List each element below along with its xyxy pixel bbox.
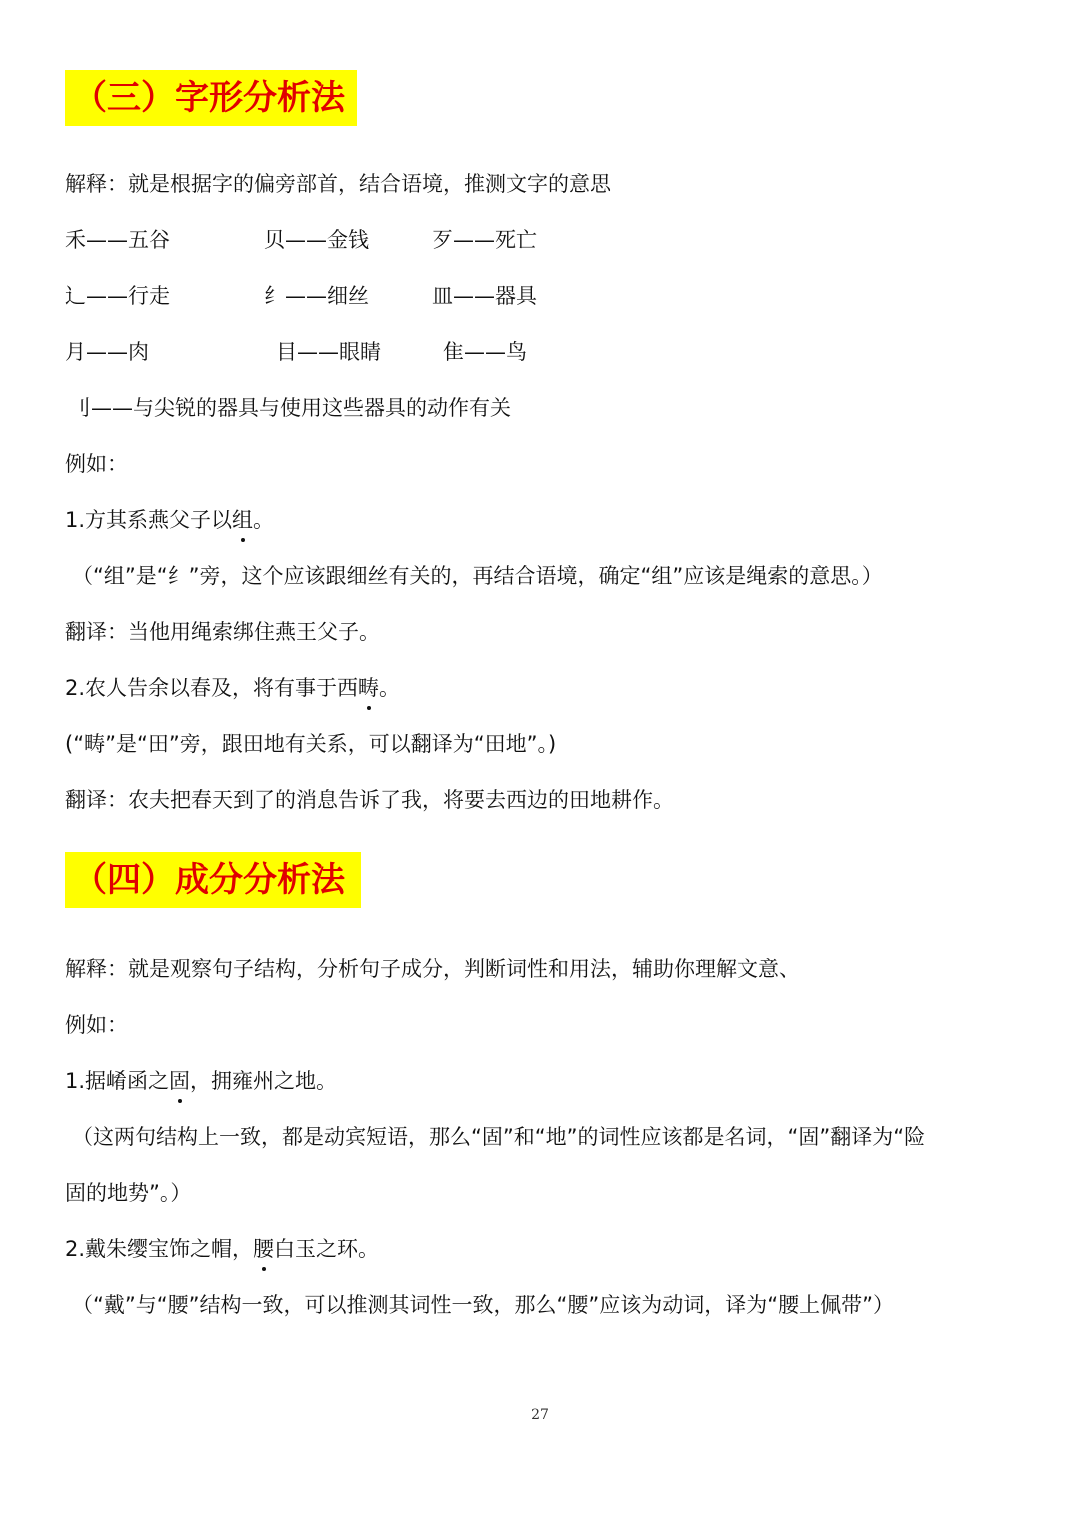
- example-label: 例如：: [65, 452, 128, 476]
- example-text: 。: [253, 508, 275, 532]
- example-text: 1.据崤函之: [65, 1069, 170, 1093]
- radical-item: 歹——死亡: [432, 228, 537, 252]
- example-note: (“畴”是“田”旁，跟田地有关系，可以翻译为“田地”。): [65, 732, 557, 756]
- radical-item: 目——眼睛: [276, 340, 381, 364]
- radical-item: 皿——器具: [432, 284, 537, 308]
- example-note: （“组”是“纟”旁，这个应该跟细丝有关的，再结合语境，确定“组”应该是绳索的意思。）: [72, 564, 883, 588]
- example-note: （这两句结构上一致，都是动宾短语，那么“固”和“地”的词性应该都是名词，“固”翻译为“险: [72, 1125, 926, 1149]
- section-heading-component-analysis: （四）成分分析法: [65, 852, 361, 908]
- radical-knife: 刂——与尖锐的器具与使用这些器具的动作有关: [70, 396, 511, 420]
- emphasized-character: 畴: [358, 673, 379, 703]
- example-text: 1.方其系燕父子以: [65, 508, 233, 532]
- page-number: 27: [531, 1407, 549, 1423]
- example-note: （“戴”与“腰”结构一致，可以推测其词性一致，那么“腰”应该为动词，译为“腰上佩带”）: [72, 1293, 895, 1317]
- radical-item: 纟——细丝: [264, 284, 369, 308]
- example-sentence: [65, 673, 400, 703]
- example-text: 。: [379, 676, 401, 700]
- example-text: 2.戴朱缨宝饰之帽，: [65, 1237, 254, 1261]
- example-sentence: [65, 1234, 379, 1264]
- example-translation: 翻译：农夫把春天到了的消息告诉了我，将要去西边的田地耕作。: [65, 788, 674, 812]
- example-translation: 翻译：当他用绳索绑住燕王父子。: [65, 620, 380, 644]
- section3-explanation: 解释：就是根据字的偏旁部首，结合语境，推测文字的意思: [65, 172, 611, 196]
- example-sentence: [65, 1066, 337, 1096]
- section4-explanation: 解释：就是观察句子结构，分析句子成分，判断词性和用法，辅助你理解文意、: [65, 957, 800, 981]
- emphasized-character: 固: [169, 1066, 190, 1096]
- example-label: 例如：: [65, 1013, 128, 1037]
- example-sentence: [65, 505, 274, 535]
- section-heading-glyph-analysis: （三）字形分析法: [65, 70, 357, 126]
- emphasized-character: 组: [232, 505, 253, 535]
- radical-item: 禾——五谷: [65, 228, 170, 252]
- example-text: ，拥雍州之地。: [190, 1069, 338, 1093]
- example-text: 白玉之环。: [274, 1237, 380, 1261]
- example-note-continued: 固的地势”。）: [65, 1181, 192, 1205]
- radical-item: 月——肉: [65, 340, 149, 364]
- radical-item: 辶——行走: [65, 284, 170, 308]
- example-text: 2.农人告余以春及，将有事于西: [65, 676, 359, 700]
- emphasized-character: 腰: [253, 1234, 274, 1264]
- radical-item: 贝——金钱: [264, 228, 369, 252]
- radical-item: 隹——鸟: [443, 340, 527, 364]
